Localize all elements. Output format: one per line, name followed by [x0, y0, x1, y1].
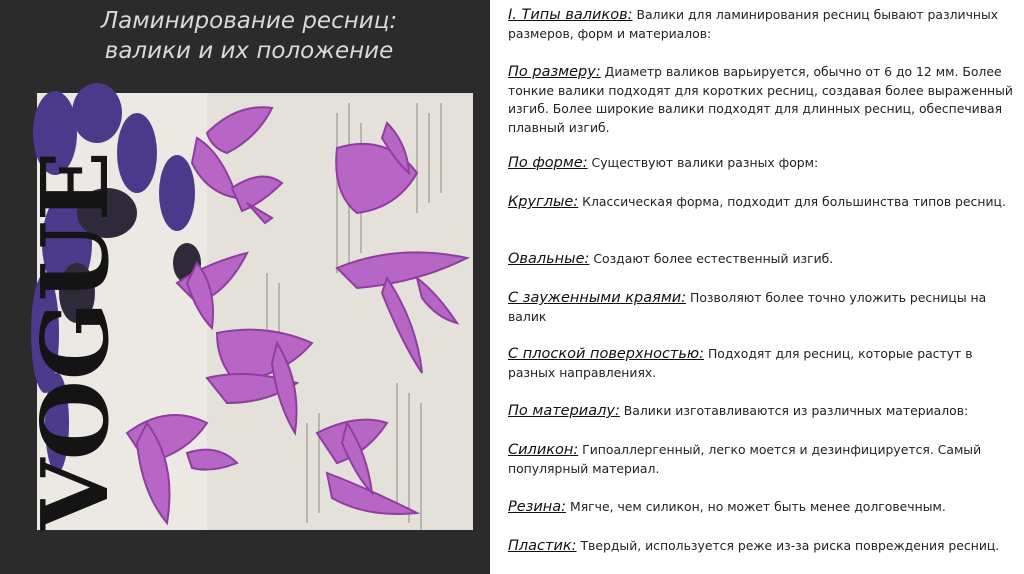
heading-by-shape: По форме: — [508, 155, 588, 171]
heading-round: Круглые: — [508, 194, 579, 210]
slide-title — [18, 6, 480, 66]
text-by-size: Диаметр валиков варьируется, обычно от 6 до 12 мм. Более тонкие валики подходят для коротких ресниц, создавая более выраженный изгиб. Более широкие валики подходят для длинных ресниц, обеспечивая плавный изгиб. — [508, 64, 1013, 135]
paragraph-flat-surface — [508, 345, 1018, 382]
text-by-shape: Существуют валики разных форм: — [587, 155, 819, 170]
heading-silicone: Силикон: — [508, 442, 579, 458]
text-roller-types: Валики для ламинирования ресниц бывают различных размеров, форм и материалов: — [508, 7, 999, 41]
paragraph-by-size — [508, 63, 1018, 137]
text-plastic: Твердый, используется реже из-за риска повреждения ресниц. — [576, 538, 1000, 553]
photo-illustration — [21, 93, 473, 530]
paragraph-round — [508, 193, 1018, 212]
vogue-text: VOGUE — [21, 151, 129, 530]
heading-oval: Овальные: — [508, 251, 590, 267]
lash-rollers-photo — [21, 93, 473, 530]
heading-by-material: По материалу: — [508, 403, 620, 419]
paragraph-by-material — [508, 402, 1018, 421]
text-rubber: Мягче, чем силикон, но может быть менее долговечным. — [566, 499, 946, 514]
heading-flat-surface: С плоской поверхностью: — [508, 346, 704, 362]
paragraph-rubber — [508, 498, 1018, 517]
text-round: Классическая форма, подходит для большинства типов ресниц. — [578, 194, 1006, 209]
text-oval: Создают более естественный изгиб. — [589, 251, 834, 266]
heading-rubber: Резина: — [508, 499, 567, 515]
paragraph-tapered-edges — [508, 289, 1018, 326]
paragraph-silicone — [508, 441, 1018, 478]
heading-tapered-edges: С зауженными краями: — [508, 290, 687, 306]
paragraph-plastic — [508, 537, 1018, 556]
paragraph-oval — [508, 250, 1018, 269]
title-line-1: Ламинирование ресниц: — [100, 8, 398, 34]
text-tapered-edges: Позволяют более точно уложить ресницы на валик — [508, 290, 987, 324]
paragraph-by-shape — [508, 154, 1018, 173]
left-panel — [0, 0, 490, 574]
title-line-2: валики и их положение — [104, 38, 394, 64]
heading-by-size: По размеру: — [508, 64, 601, 80]
text-flat-surface: Подходят для ресниц, которые растут в разных направлениях. — [508, 346, 973, 380]
paragraph-roller-types — [508, 6, 1018, 43]
text-by-material: Валики изготавливаются из различных материалов: — [619, 403, 969, 418]
text-silicone: Гипоаллергенный, легко моется и дезинфицируется. Самый популярный материал. — [508, 442, 982, 476]
heading-roller-types: I. Типы валиков: — [508, 7, 633, 23]
heading-plastic: Пластик: — [508, 538, 577, 554]
